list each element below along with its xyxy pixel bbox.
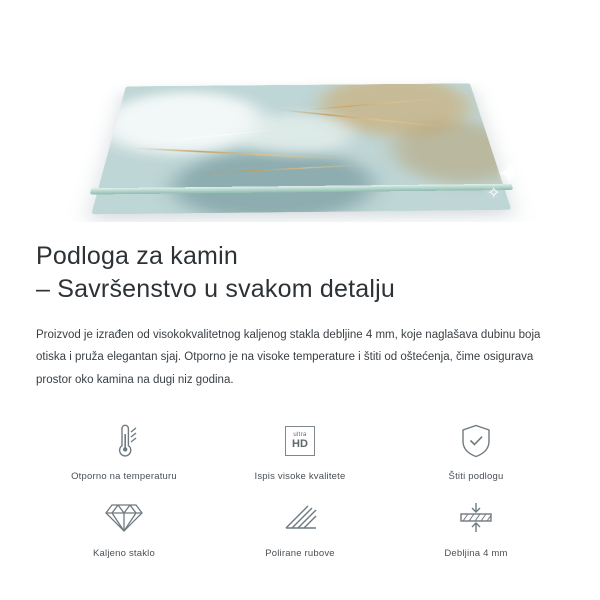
polished-edges-icon xyxy=(282,498,318,538)
feature-temperature-resistant xyxy=(36,415,212,482)
feature-label: Polirane rubove xyxy=(265,548,335,560)
sparkle-icon: ✦ xyxy=(497,158,523,191)
ultra-hd-top-text: ultra xyxy=(293,432,307,439)
sparkle-small-icon: ✧ xyxy=(487,185,501,202)
marble-smoke-1 xyxy=(92,92,264,155)
marble-smoke-4 xyxy=(387,121,511,184)
feature-tempered-glass xyxy=(36,492,212,559)
product-description: Proizvod je izrađen od visokokvalitetnog kaljenog stakla debljine 4 mm, koje naglašava dubinu boja otiska i pruža elegantan sjaj. Otporno je na visoke temperature i štiti od oštećenja, čime osigurava prostor oko kamina na dugi niz godina. xyxy=(36,329,541,386)
feature-grid xyxy=(36,415,564,559)
diamond-icon xyxy=(105,498,143,538)
feature-protects-surface xyxy=(388,415,564,482)
feature-polished-edges xyxy=(212,492,388,559)
title-line-1: Podloga za kamin xyxy=(36,242,238,270)
feature-label: Ispis visoke kvalitete xyxy=(254,471,346,483)
shield-check-icon xyxy=(460,421,492,461)
feature-label: Debljina 4 mm xyxy=(444,548,508,560)
marble-smoke-5 xyxy=(239,113,355,156)
hero-image xyxy=(0,0,600,222)
thickness-4mm-icon xyxy=(458,498,494,538)
feature-label: Otporno na temperaturu xyxy=(71,471,177,483)
feature-thickness-4mm xyxy=(388,492,564,559)
content-block xyxy=(0,222,600,559)
ultra-hd-icon xyxy=(285,421,315,461)
feature-label: Kaljeno staklo xyxy=(93,548,155,560)
feature-label: Štiti podlogu xyxy=(448,471,504,483)
title-line-2: – Savršenstvo u svakom detalju xyxy=(36,275,395,303)
glass-panel-surface xyxy=(91,83,511,214)
thermometer-icon xyxy=(107,421,141,461)
page-title xyxy=(36,240,564,306)
feature-high-quality-print xyxy=(212,415,388,482)
ultra-hd-bottom-text: HD xyxy=(292,438,308,451)
